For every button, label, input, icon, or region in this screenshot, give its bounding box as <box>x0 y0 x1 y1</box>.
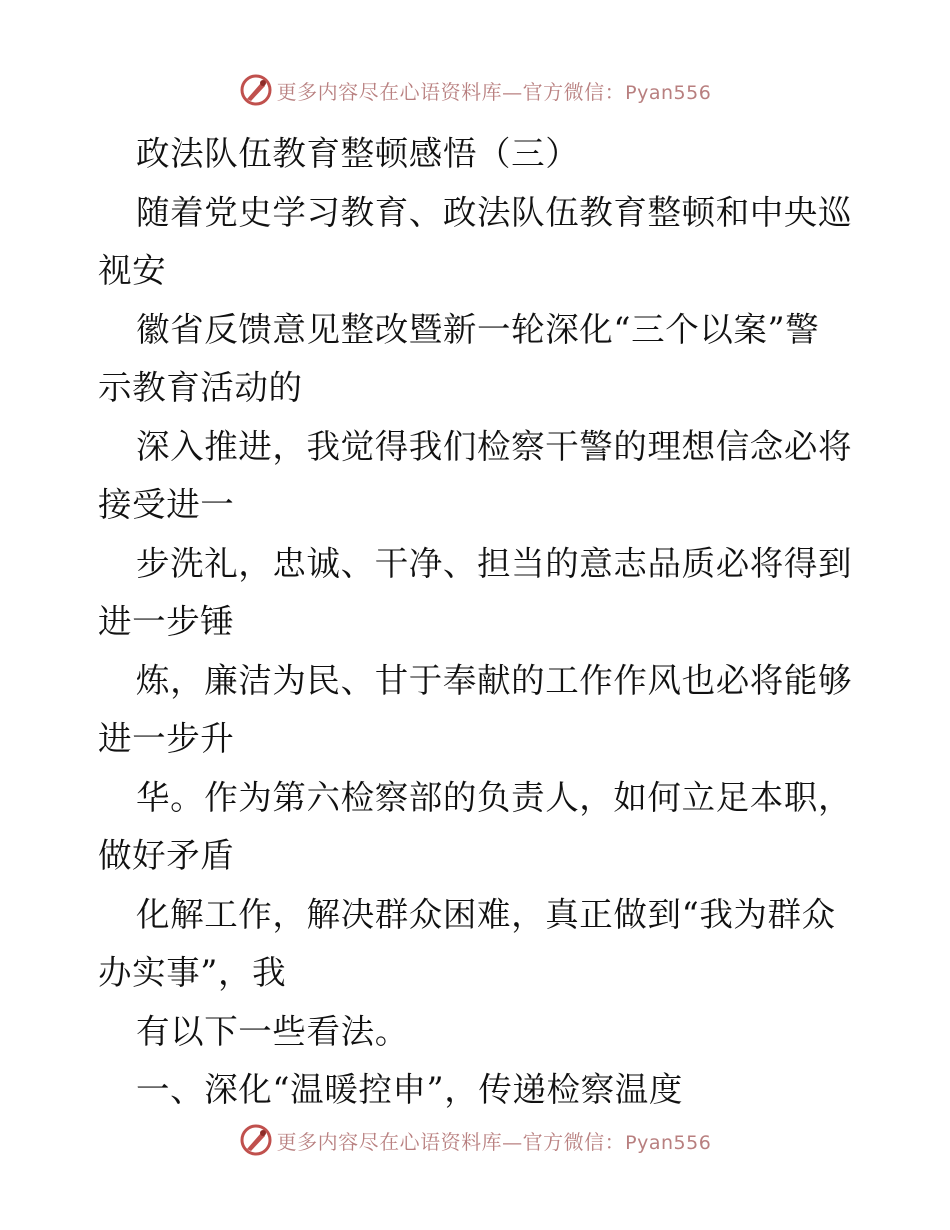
document-title: 政法队伍教育整顿感悟（三） <box>136 134 580 173</box>
pen-logo-icon <box>239 1123 273 1157</box>
banner-text: 更多内容尽在心语资料库—官方微信：Pyan556 <box>276 79 712 104</box>
paragraph-line: 深入推进，我觉得我们检察干警的理想信念必将 <box>136 426 853 466</box>
paragraph-line: 华。作为第六检察部的负责人，如何立足本职， <box>136 777 853 817</box>
header-watermark-banner <box>0 70 950 110</box>
banner-text: 更多内容尽在心语资料库—官方微信：Pyan556 <box>276 1129 712 1154</box>
paragraph-line: 视安 <box>98 251 167 290</box>
paragraph-line: 步洗礼，忠诚、干净、担当的意志品质必将得到 <box>136 543 853 583</box>
pen-logo-icon <box>239 73 273 107</box>
paragraph-line: 接受进一 <box>98 485 235 524</box>
paragraph-line: 进一步锤 <box>98 602 235 641</box>
footer-watermark-banner <box>0 1120 950 1160</box>
paragraph-line: 有以下一些看法。 <box>136 1011 409 1051</box>
paragraph-line: 示教育活动的 <box>98 368 303 407</box>
paragraph-line: 做好矛盾 <box>98 836 235 875</box>
paragraph-line: 办实事”，我 <box>98 953 287 992</box>
paragraph-line: 随着党史学习教育、政法队伍教育整顿和中央巡 <box>136 192 853 232</box>
paragraph-line: 进一步升 <box>98 719 235 758</box>
paragraph-line: 徽省反馈意见整改暨新一轮深化“三个以案”警 <box>136 309 820 349</box>
section-heading: 一、深化“温暖控申”，传递检察温度 <box>136 1070 683 1109</box>
document-body <box>98 125 858 1120</box>
paragraph-line: 炼，廉洁为民、甘于奉献的工作作风也必将能够 <box>136 660 853 700</box>
paragraph-line: 化解工作，解决群众困难，真正做到“我为群众 <box>136 894 836 934</box>
